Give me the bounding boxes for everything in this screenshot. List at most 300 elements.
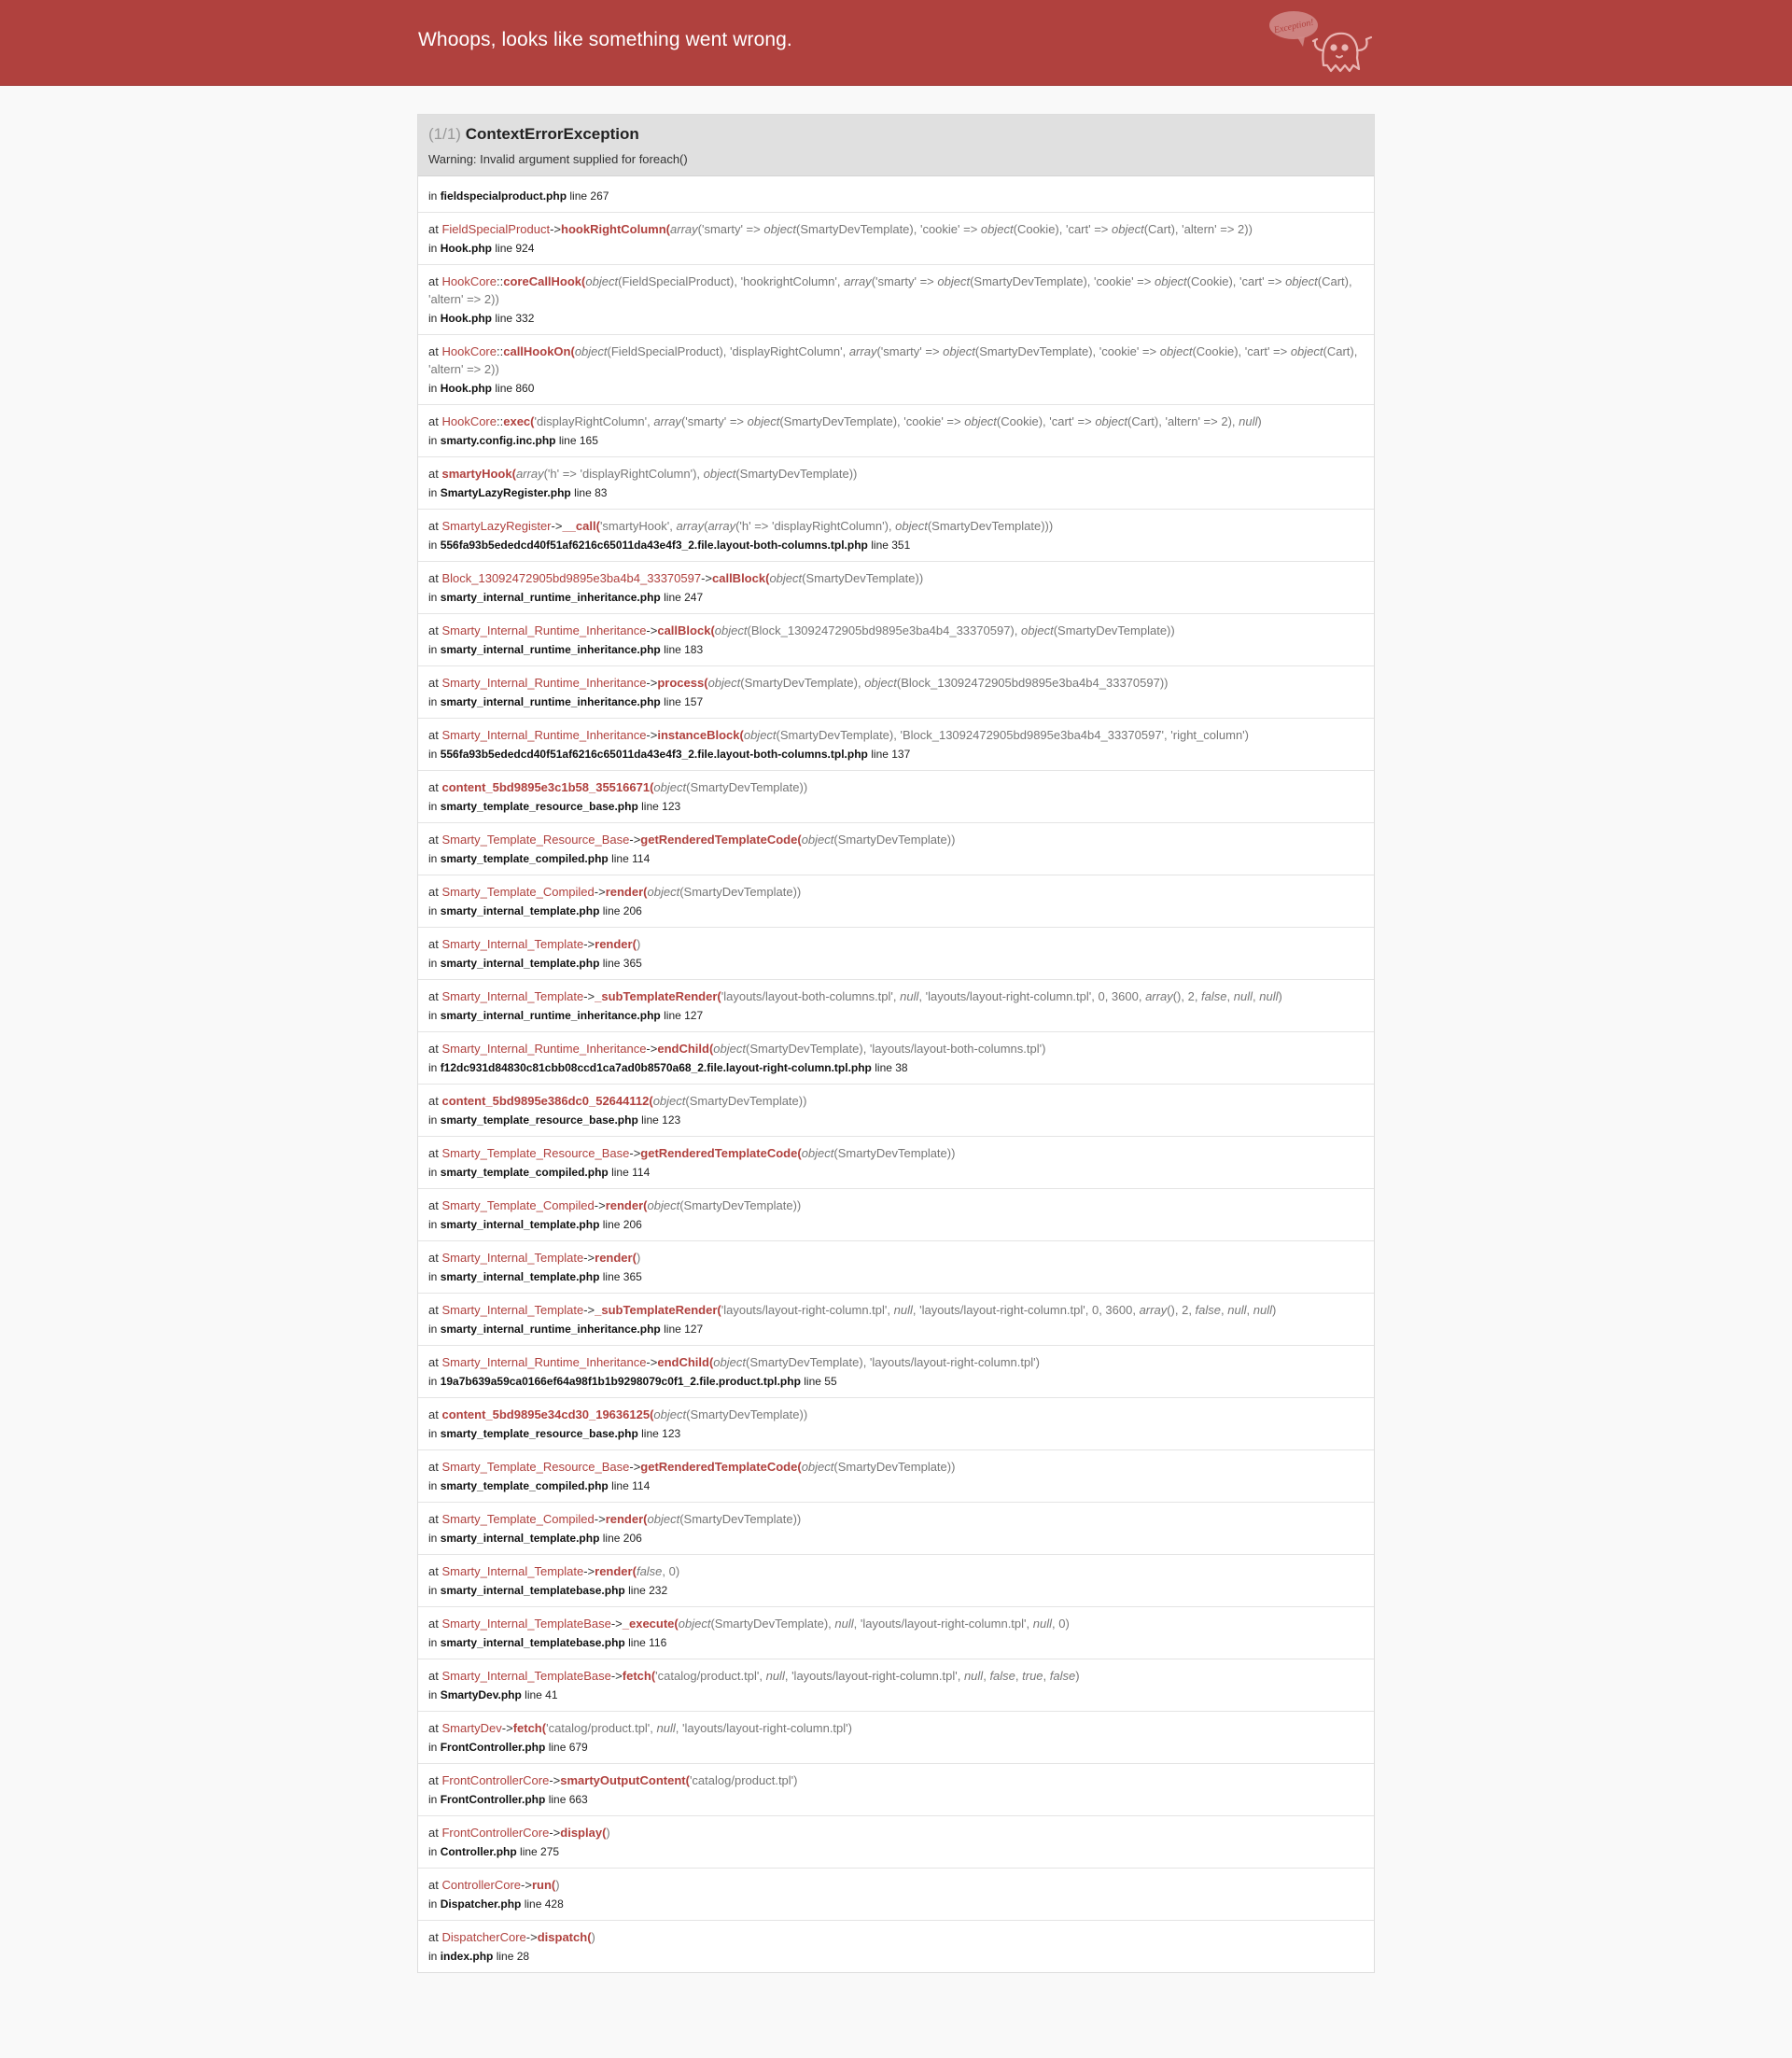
trace-file: Hook.php: [440, 242, 493, 255]
trace-frame: [418, 456, 1374, 509]
trace-call: [428, 1562, 1365, 1580]
trace-line-number: line 232: [628, 1584, 668, 1597]
trace-frame: [418, 1554, 1374, 1606]
trace-class: FieldSpecialProduct: [441, 222, 551, 236]
trace-call: [428, 987, 1365, 1005]
trace-line-number: line 679: [548, 1741, 588, 1754]
trace-location: in Hook.php line 332: [428, 312, 535, 325]
trace-class: Smarty_Template_Resource_Base: [441, 833, 630, 847]
trace-arguments: (object(SmartyDevTemplate)): [643, 1512, 802, 1526]
trace-location: in smarty_internal_runtime_inheritance.php line 247: [428, 591, 704, 604]
trace-call: [428, 1719, 1365, 1737]
trace-location: in index.php line 28: [428, 1950, 530, 1963]
trace-frame: [418, 1031, 1374, 1084]
trace-function: __call: [562, 519, 596, 533]
trace-frame: [418, 561, 1374, 613]
trace-call: [428, 674, 1365, 692]
trace-function: dispatch: [537, 1930, 588, 1944]
trace-operator: ->: [646, 1355, 658, 1369]
trace-operator: ->: [610, 1669, 623, 1683]
trace-operator: ->: [629, 1146, 641, 1160]
exception-counter: (1/1): [428, 125, 461, 143]
trace-operator: ->: [629, 833, 641, 847]
trace-function: getRenderedTemplateCode: [640, 1146, 798, 1160]
trace-call: [428, 1771, 1365, 1789]
trace-arguments: (object(SmartyDevTemplate)): [797, 1146, 956, 1160]
trace-class: Smarty_Template_Resource_Base: [441, 1460, 630, 1474]
trace-arguments: (): [602, 1826, 610, 1840]
trace-class: HookCore: [441, 274, 497, 288]
trace-operator: ->: [583, 1564, 595, 1578]
trace-function: smartyHook: [441, 467, 512, 481]
trace-frame: [418, 1449, 1374, 1502]
trace-location: in smarty_internal_template.php line 206: [428, 1218, 642, 1231]
trace-file: 556fa93b5ededcd40f51af6216c65011da43e4f3_2.file.layout-both-columns.tpl.php: [440, 748, 868, 761]
trace-file: smarty.config.inc.php: [440, 434, 556, 447]
trace-frame: [418, 822, 1374, 875]
trace-file: f12dc931d84830c81cbb08ccd1ca7ad0b8570a68_2.file.layout-right-column.tpl.php: [440, 1061, 872, 1074]
trace-file: FrontController.php: [440, 1793, 546, 1806]
trace-at-label: at: [428, 780, 442, 794]
trace-file: smarty_internal_template.php: [440, 1218, 600, 1231]
trace-file: smarty_internal_runtime_inheritance.php: [440, 1009, 661, 1022]
trace-file: index.php: [440, 1950, 494, 1963]
trace-line-number: line 206: [602, 1218, 642, 1231]
trace-operator: ->: [701, 571, 712, 585]
trace-frame: [418, 404, 1374, 456]
trace-call: [428, 220, 1365, 238]
trace-file: smarty_template_resource_base.php: [440, 800, 638, 813]
trace-class: Smarty_Internal_Template: [441, 989, 584, 1003]
trace-location: in smarty_internal_runtime_inheritance.php line 157: [428, 695, 704, 708]
trace-at-label: at: [428, 1355, 442, 1369]
trace-file: fieldspecialproduct.php: [440, 189, 567, 203]
trace-operator: ::: [497, 414, 504, 428]
trace-file: Controller.php: [440, 1845, 517, 1858]
trace-line-number: line 114: [611, 852, 651, 865]
trace-frame: [418, 979, 1374, 1031]
trace-at-label: at: [428, 1303, 442, 1317]
trace-function: render: [605, 1198, 644, 1212]
trace-call: [428, 1928, 1365, 1946]
trace-frame: [418, 613, 1374, 665]
trace-function: fetch: [622, 1669, 651, 1683]
trace-call: [428, 1353, 1365, 1371]
trace-function: exec: [503, 414, 531, 428]
trace-operator: ->: [583, 1251, 595, 1265]
trace-function: render: [595, 1564, 633, 1578]
trace-location: in Dispatcher.php line 428: [428, 1897, 564, 1911]
trace-frame: [418, 212, 1374, 264]
trace-class: FrontControllerCore: [441, 1826, 550, 1840]
trace-arguments: ('displayRightColumn', array('smarty' => object(SmartyDevTemplate), 'cookie' => object(Cookie), 'cart' => object(Cart), 'altern' => 2), null): [530, 414, 1262, 428]
trace-call: [428, 1667, 1365, 1685]
trace-class: Block_13092472905bd9895e3ba4b4_33370597: [441, 571, 702, 585]
trace-at-label: at: [428, 222, 442, 236]
trace-operator: ::: [497, 274, 504, 288]
error-header: [0, 0, 1792, 86]
trace-at-label: at: [428, 1146, 442, 1160]
trace-location: in smarty_template_resource_base.php line 123: [428, 1113, 681, 1127]
trace-line-number: line 165: [558, 434, 598, 447]
trace-arguments: (array('smarty' => object(SmartyDevTemplate), 'cookie' => object(Cookie), 'cart' => object(Cart), 'altern' => 2)): [665, 222, 1253, 236]
trace-line-number: line 123: [641, 1113, 681, 1127]
trace-class: Smarty_Internal_Template: [441, 1251, 584, 1265]
trace-operator: ->: [521, 1878, 532, 1892]
trace-location: in smarty_internal_templatebase.php line 116: [428, 1636, 667, 1649]
trace-class: HookCore: [441, 344, 497, 358]
trace-file: smarty_internal_template.php: [440, 904, 600, 917]
trace-at-label: at: [428, 1930, 442, 1944]
trace-location: in smarty_internal_template.php line 365: [428, 957, 642, 970]
trace-location: in SmartyDev.php line 41: [428, 1688, 558, 1701]
trace-file: SmartyLazyRegister.php: [440, 486, 571, 499]
trace-class: ControllerCore: [441, 1878, 522, 1892]
trace-arguments: (object(FieldSpecialProduct), 'hookrightColumn', array('smarty' => object(SmartyDevTemplate), 'cookie' => object(Cookie), 'cart' => object(Cart), 'altern' => 2)): [428, 274, 1352, 306]
trace-class: Smarty_Template_Compiled: [441, 1512, 595, 1526]
trace-function: render: [605, 885, 644, 899]
trace-line-number: line 55: [804, 1375, 837, 1388]
trace-line-number: line 351: [871, 539, 911, 552]
trace-line-number: line 206: [602, 904, 642, 917]
trace-arguments: (object(SmartyDevTemplate)): [797, 833, 956, 847]
trace-frame: [418, 1606, 1374, 1659]
trace-at-label: at: [428, 676, 442, 690]
trace-location: in 19a7b639a59ca0166ef64a98f1b1b9298079c0f1_2.file.product.tpl.php line 55: [428, 1375, 837, 1388]
trace-location: in smarty_template_compiled.php line 114: [428, 1166, 651, 1179]
trace-at-label: at: [428, 1407, 442, 1421]
trace-frame: [418, 1293, 1374, 1345]
trace-arguments: ('layouts/layout-right-column.tpl', null, 'layouts/layout-right-column.tpl', 0, 3600, array(), 2, false, null, null): [717, 1303, 1277, 1317]
trace-at-label: at: [428, 937, 442, 951]
trace-call: [428, 517, 1365, 535]
trace-location: in smarty_template_resource_base.php line 123: [428, 800, 681, 813]
trace-function: endChild: [657, 1355, 709, 1369]
trace-frame: [418, 509, 1374, 561]
trace-operator: ->: [549, 1773, 561, 1787]
trace-call: [428, 1040, 1365, 1057]
trace-at-label: at: [428, 1721, 442, 1735]
trace-at-label: at: [428, 1773, 442, 1787]
trace-class: Smarty_Internal_TemplateBase: [441, 1617, 611, 1631]
trace-operator: ->: [583, 1303, 595, 1317]
trace-at-label: at: [428, 571, 442, 585]
trace-function: smartyOutputContent: [560, 1773, 686, 1787]
trace-operator: ->: [646, 728, 658, 742]
trace-at-label: at: [428, 885, 442, 899]
trace-file: smarty_template_compiled.php: [440, 1166, 609, 1179]
trace-operator: ->: [646, 1042, 658, 1056]
trace-line-number: line 127: [664, 1009, 704, 1022]
trace-at-label: at: [428, 274, 442, 288]
trace-at-label: at: [428, 623, 442, 637]
trace-arguments: (false, 0): [632, 1564, 680, 1578]
trace-line-number: line 116: [628, 1636, 667, 1649]
trace-location: in 556fa93b5ededcd40f51af6216c65011da43e4f3_2.file.layout-both-columns.tpl.php line 351: [428, 539, 911, 552]
trace-frame: [418, 1240, 1374, 1293]
trace-arguments: (object(SmartyDevTemplate)): [643, 885, 802, 899]
trace-frame: [418, 1345, 1374, 1397]
trace-class: SmartyDev: [441, 1721, 502, 1735]
trace-function: render: [595, 937, 633, 951]
exception-panel: [417, 114, 1375, 1973]
trace-file: Hook.php: [440, 312, 493, 325]
trace-arguments: (object(SmartyDevTemplate)): [797, 1460, 956, 1474]
trace-line-number: line 28: [496, 1950, 530, 1963]
trace-arguments: (): [632, 1251, 641, 1265]
trace-function: render: [605, 1512, 644, 1526]
trace-function: process: [657, 676, 705, 690]
trace-class: Smarty_Internal_TemplateBase: [441, 1669, 611, 1683]
trace-class: Smarty_Internal_Runtime_Inheritance: [441, 728, 647, 742]
trace-line-number: line 114: [611, 1479, 651, 1492]
mascot-bubble-text: Exception!: [1272, 17, 1315, 36]
trace-line-number: line 428: [524, 1897, 564, 1911]
trace-at-label: at: [428, 344, 442, 358]
trace-arguments: (object(SmartyDevTemplate)): [765, 571, 924, 585]
trace-call: [428, 831, 1365, 848]
exception-title: [428, 125, 1365, 144]
trace-file: 556fa93b5ededcd40f51af6216c65011da43e4f3_2.file.layout-both-columns.tpl.php: [440, 539, 868, 552]
trace-location: in smarty_template_compiled.php line 114: [428, 852, 651, 865]
trace-location: in smarty.config.inc.php line 165: [428, 434, 598, 447]
trace-file: smarty_internal_template.php: [440, 1270, 600, 1283]
page-title: Whoops, looks like something went wrong.: [418, 29, 792, 50]
trace-line-number: line 41: [525, 1688, 558, 1701]
trace-class: Smarty_Template_Compiled: [441, 1198, 595, 1212]
stack-trace-list: [418, 176, 1374, 1972]
trace-function: callHookOn: [503, 344, 571, 358]
trace-class: Smarty_Internal_Runtime_Inheritance: [441, 623, 647, 637]
trace-operator: ->: [551, 519, 563, 533]
trace-class: Smarty_Internal_Template: [441, 937, 584, 951]
trace-arguments: ('smartyHook', array(array('h' => 'displayRightColumn'), object(SmartyDevTemplate))): [595, 519, 1054, 533]
trace-function: content_5bd9895e386dc0_52644112: [441, 1094, 650, 1108]
trace-operator: ->: [594, 1512, 606, 1526]
trace-location: in smarty_internal_template.php line 206: [428, 1532, 642, 1545]
trace-at-label: at: [428, 833, 442, 847]
trace-arguments: ('catalog/product.tpl', null, 'layouts/layout-right-column.tpl'): [541, 1721, 852, 1735]
trace-frame: [418, 1711, 1374, 1763]
trace-arguments: (object(SmartyDevTemplate)): [650, 1407, 808, 1421]
trace-location: in smarty_template_resource_base.php line 123: [428, 1427, 681, 1440]
trace-operator: ->: [525, 1930, 538, 1944]
trace-location: in FrontController.php line 679: [428, 1741, 588, 1754]
trace-function: _subTemplateRender: [595, 1303, 718, 1317]
trace-arguments: (array('h' => 'displayRightColumn'), object(SmartyDevTemplate)): [511, 467, 858, 481]
exception-class: ContextErrorException: [465, 125, 639, 143]
trace-call: [428, 1824, 1365, 1841]
trace-call: [428, 1301, 1365, 1319]
trace-class: Smarty_Internal_Runtime_Inheritance: [441, 676, 647, 690]
trace-call: [428, 778, 1365, 796]
trace-function: coreCallHook: [503, 274, 582, 288]
trace-arguments: (object(FieldSpecialProduct), 'displayRightColumn', array('smarty' => object(SmartyDevTemplate), 'cookie' => object(Cookie), 'cart' => object(Cart), 'altern' => 2)): [428, 344, 1358, 376]
trace-call: [428, 1144, 1365, 1162]
trace-function: _subTemplateRender: [595, 989, 718, 1003]
trace-location: in smarty_internal_runtime_inheritance.php line 183: [428, 643, 704, 656]
trace-frame: [418, 1659, 1374, 1711]
trace-at-label: at: [428, 1826, 442, 1840]
trace-function: _execute: [622, 1617, 675, 1631]
trace-frame: [418, 1868, 1374, 1920]
trace-arguments: (): [587, 1930, 595, 1944]
trace-operator: ->: [549, 1826, 561, 1840]
trace-at-label: at: [428, 467, 442, 481]
trace-location: in Hook.php line 924: [428, 242, 535, 255]
trace-function: fetch: [512, 1721, 542, 1735]
trace-frame: [418, 1084, 1374, 1136]
trace-frame: [418, 1920, 1374, 1972]
trace-call: [428, 622, 1365, 639]
trace-file: smarty_internal_runtime_inheritance.php: [440, 643, 661, 656]
trace-function: callBlock: [657, 623, 711, 637]
trace-file: Hook.php: [440, 382, 493, 395]
trace-call: [428, 935, 1365, 953]
trace-line-number: line 127: [664, 1323, 704, 1336]
trace-arguments: (): [551, 1878, 560, 1892]
trace-arguments: ('catalog/product.tpl', null, 'layouts/layout-right-column.tpl', null, false, true, false): [651, 1669, 1080, 1683]
trace-function: run: [531, 1878, 552, 1892]
trace-arguments: (object(SmartyDevTemplate), 'layouts/layout-both-columns.tpl'): [708, 1042, 1046, 1056]
trace-location: in Hook.php line 860: [428, 382, 535, 395]
trace-arguments: (object(SmartyDevTemplate), 'layouts/layout-right-column.tpl'): [708, 1355, 1040, 1369]
trace-arguments: (object(SmartyDevTemplate), 'Block_13092472905bd9895e3ba4b4_33370597', 'right_column'): [739, 728, 1249, 742]
trace-location: in f12dc931d84830c81cbb08ccd1ca7ad0b8570a68_2.file.layout-right-column.tpl.php line 38: [428, 1061, 908, 1074]
trace-file: smarty_internal_template.php: [440, 1532, 600, 1545]
trace-file: smarty_internal_template.php: [440, 957, 600, 970]
trace-at-label: at: [428, 1669, 442, 1683]
trace-file: smarty_template_resource_base.php: [440, 1427, 638, 1440]
trace-arguments: ('catalog/product.tpl'): [685, 1773, 798, 1787]
trace-operator: ::: [497, 344, 504, 358]
trace-class: Smarty_Internal_Runtime_Inheritance: [441, 1355, 647, 1369]
trace-frame: [418, 718, 1374, 770]
trace-at-label: at: [428, 1094, 442, 1108]
trace-function: instanceBlock: [657, 728, 740, 742]
trace-function: hookRightColumn: [561, 222, 666, 236]
trace-class: Smarty_Internal_Template: [441, 1303, 584, 1317]
trace-at-label: at: [428, 1042, 442, 1056]
trace-file: 19a7b639a59ca0166ef64a98f1b1b9298079c0f1_2.file.product.tpl.php: [440, 1375, 801, 1388]
trace-operator: ->: [629, 1460, 641, 1474]
trace-call: [428, 883, 1365, 901]
trace-at-label: at: [428, 1198, 442, 1212]
trace-frame: [418, 1763, 1374, 1815]
trace-line-number: line 365: [602, 1270, 642, 1283]
trace-class: Smarty_Internal_Template: [441, 1564, 584, 1578]
trace-file: smarty_internal_templatebase.php: [440, 1584, 625, 1597]
trace-at-label: at: [428, 414, 442, 428]
trace-location: in smarty_internal_templatebase.php line 232: [428, 1584, 668, 1597]
trace-call: [428, 465, 1365, 483]
trace-call: [428, 1458, 1365, 1476]
trace-file: SmartyDev.php: [440, 1688, 522, 1701]
trace-file: smarty_template_compiled.php: [440, 1479, 609, 1492]
trace-function: callBlock: [712, 571, 766, 585]
exception-ghost-icon: [1269, 9, 1374, 75]
trace-file: smarty_template_resource_base.php: [440, 1113, 638, 1127]
trace-at-label: at: [428, 519, 442, 533]
trace-line-number: line 157: [664, 695, 704, 708]
trace-frame: [418, 1502, 1374, 1554]
trace-call: [428, 273, 1365, 308]
trace-frame: [418, 1815, 1374, 1868]
trace-location: in SmartyLazyRegister.php line 83: [428, 486, 608, 499]
trace-line-number: line 267: [569, 189, 609, 203]
trace-line-number: line 123: [641, 800, 681, 813]
trace-frame: [418, 1136, 1374, 1188]
trace-class: HookCore: [441, 414, 497, 428]
trace-at-label: at: [428, 1460, 442, 1474]
trace-call: [428, 726, 1365, 744]
trace-class: DispatcherCore: [441, 1930, 526, 1944]
trace-line-number: line 38: [875, 1061, 908, 1074]
trace-line-number: line 137: [871, 748, 911, 761]
trace-call: [428, 1876, 1365, 1894]
trace-frame: [418, 927, 1374, 979]
trace-arguments: (): [632, 937, 641, 951]
trace-line-number: line 183: [664, 643, 704, 656]
trace-function: endChild: [657, 1042, 709, 1056]
trace-location: in smarty_internal_runtime_inheritance.php line 127: [428, 1323, 704, 1336]
trace-call: [428, 1615, 1365, 1632]
trace-operator: ->: [610, 1617, 623, 1631]
trace-line-number: line 247: [664, 591, 704, 604]
trace-call: [428, 1510, 1365, 1528]
trace-operator: ->: [646, 676, 658, 690]
trace-location: in smarty_internal_runtime_inheritance.php line 127: [428, 1009, 704, 1022]
trace-arguments: (object(SmartyDevTemplate)): [643, 1198, 802, 1212]
trace-function: display: [560, 1826, 603, 1840]
trace-line-number: line 332: [495, 312, 535, 325]
trace-location: in 556fa93b5ededcd40f51af6216c65011da43e4f3_2.file.layout-both-columns.tpl.php line 137: [428, 748, 911, 761]
trace-call: [428, 1249, 1365, 1267]
trace-location: in smarty_internal_template.php line 206: [428, 904, 642, 917]
trace-file: smarty_internal_runtime_inheritance.php: [440, 1323, 661, 1336]
trace-location: in fieldspecialproduct.php line 267: [428, 189, 609, 203]
trace-location: in smarty_template_compiled.php line 114: [428, 1479, 651, 1492]
trace-at-label: at: [428, 989, 442, 1003]
trace-function: content_5bd9895e34cd30_19636125: [441, 1407, 651, 1421]
trace-arguments: (object(Block_13092472905bd9895e3ba4b4_33370597), object(SmartyDevTemplate)): [710, 623, 1175, 637]
trace-function: getRenderedTemplateCode: [640, 1460, 798, 1474]
trace-class: Smarty_Internal_Runtime_Inheritance: [441, 1042, 647, 1056]
trace-class: Smarty_Template_Compiled: [441, 885, 595, 899]
trace-line-number: line 860: [495, 382, 535, 395]
trace-at-label: at: [428, 1617, 442, 1631]
trace-frame: [418, 770, 1374, 822]
trace-file: smarty_internal_runtime_inheritance.php: [440, 591, 661, 604]
trace-frame: [418, 176, 1374, 212]
trace-operator: ->: [646, 623, 658, 637]
trace-line-number: line 114: [611, 1166, 651, 1179]
trace-frame: [418, 665, 1374, 718]
trace-line-number: line 275: [520, 1845, 560, 1858]
trace-location: in Controller.php line 275: [428, 1845, 560, 1858]
trace-frame: [418, 1397, 1374, 1449]
trace-at-label: at: [428, 1878, 442, 1892]
exception-message: Warning: Invalid argument supplied for foreach(): [428, 152, 688, 166]
trace-location: in FrontController.php line 663: [428, 1793, 588, 1806]
trace-file: smarty_template_compiled.php: [440, 852, 609, 865]
trace-class: FrontControllerCore: [441, 1773, 550, 1787]
trace-line-number: line 83: [574, 486, 608, 499]
trace-frame: [418, 264, 1374, 334]
trace-arguments: ('layouts/layout-both-columns.tpl', null, 'layouts/layout-right-column.tpl', 0, 3600, array(), 2, false, null, null): [717, 989, 1282, 1003]
trace-line-number: line 123: [641, 1427, 681, 1440]
trace-file: smarty_internal_runtime_inheritance.php: [440, 695, 661, 708]
